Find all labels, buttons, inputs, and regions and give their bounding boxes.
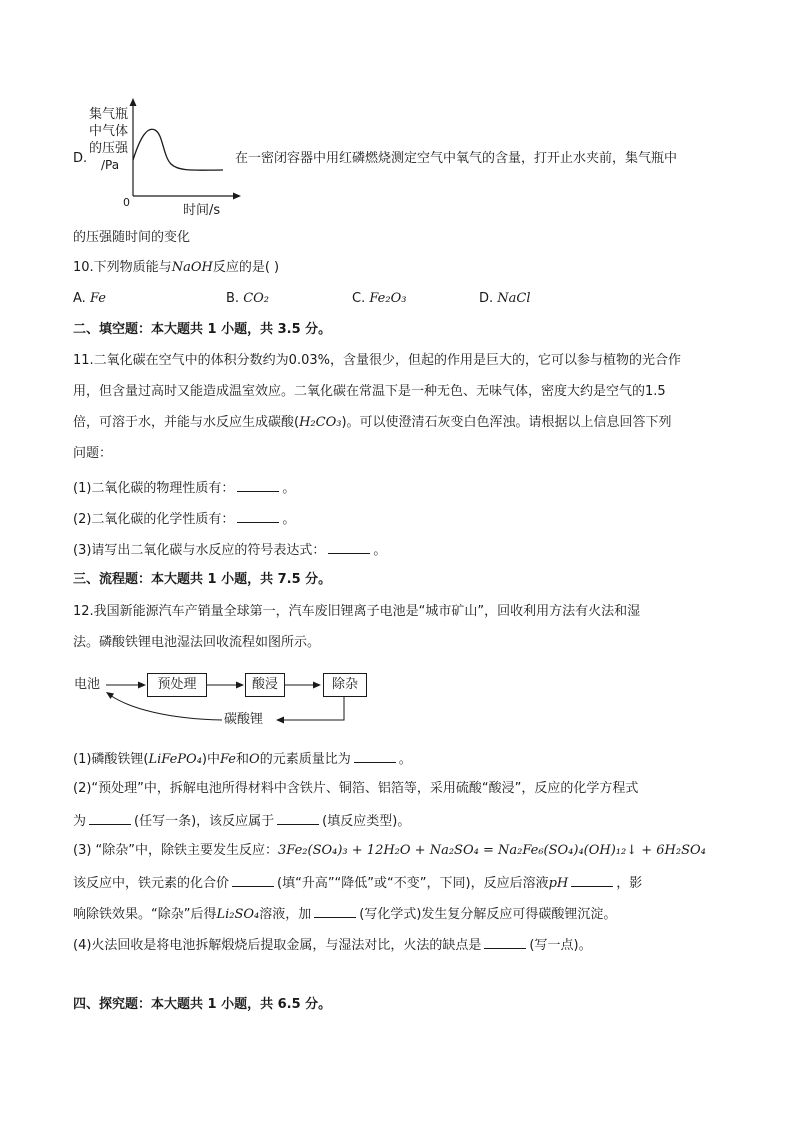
q10-option-b-letter: B. xyxy=(226,291,240,306)
q11-line-2: 用，但含量过高时又能造成温室效应。二氧化碳在常温下是一种无色、无味气体，密度大约是空气的1.5 xyxy=(73,384,666,399)
q12-li2so4-formula: Li₂SO₄ xyxy=(216,907,260,922)
q12-sub-4 xyxy=(73,935,592,955)
q11-line-1: 11.二氧化碳在空气中的体积分数约为0.03%，含量很少，但起的作用是巨大的，它可以参与植物的光合作 xyxy=(73,353,681,368)
q12-s3-l2-mid: (填“升高”“降低”或“不变”，下同)，反应后溶液 xyxy=(277,876,549,891)
graph-y-label-2: 中气体 xyxy=(89,124,129,139)
q12-o-symbol: O xyxy=(249,752,260,767)
q11-sub-2-blank[interactable] xyxy=(237,509,279,523)
q11-sub-3-text: (3)请写出二氧化碳与水反应的符号表达式： xyxy=(73,543,326,558)
q12-s3-l2-post: ，影 xyxy=(616,876,643,891)
q10-option-b xyxy=(226,290,269,308)
q12-s1-mid: )中 xyxy=(201,752,220,767)
q10-option-a-letter: A. xyxy=(73,291,86,306)
q12-s1-and: 和 xyxy=(236,752,250,767)
q11-sub-1-blank[interactable] xyxy=(237,478,279,492)
pressure-time-graph xyxy=(85,98,245,223)
q12-s4-post: (写一点)。 xyxy=(529,938,592,953)
flow-box-pretreatment: 预处理 xyxy=(147,673,207,697)
q12-sub-2-line-2 xyxy=(73,811,410,831)
q12-s2-pre: 为 xyxy=(73,814,87,829)
q12-s2-mid: (任写一条)，该反应属于 xyxy=(134,814,275,829)
q12-s4-pre: (4)火法回收是将电池拆解煅烧后提取金属，与湿法对比，火法的缺点是 xyxy=(73,938,482,953)
section-2-heading: 二、填空题：本大题共 1 小题，共 3.5 分。 xyxy=(73,322,332,337)
q12-lifepo4-formula: LiFePO₄ xyxy=(148,752,202,767)
q12-sub-3-line-3 xyxy=(73,904,616,924)
q11-line-3 xyxy=(73,414,672,432)
q10-option-c-letter: C. xyxy=(352,291,366,306)
q11-carbonic-acid-formula: H₂CO₃ xyxy=(299,415,342,430)
q12-sub-1 xyxy=(73,749,412,769)
option-d-letter: D. xyxy=(73,151,88,166)
q12-s3-blank-3[interactable] xyxy=(314,904,356,918)
q12-line-1: 12.我国新能源汽车产销量全球第一，汽车废旧锂离子电池是“城市矿山”，回收利用方法有火法和湿 xyxy=(73,604,641,619)
q11-line-3-pre: 倍，可溶于水，并能与水反应生成碳酸( xyxy=(73,415,300,430)
q12-line-2: 法。磷酸铁锂电池湿法回收流程如图所示。 xyxy=(73,635,321,650)
flow-product-lithium-carbonate: 碳酸锂 xyxy=(224,712,264,727)
section-3-heading: 三、流程题：本大题共 1 小题，共 7.5 分。 xyxy=(73,572,332,587)
section-4-heading: 四、探究题：本大题共 1 小题，共 6.5 分。 xyxy=(73,997,332,1012)
q11-line-3-post: )。可以使澄清石灰变白色浑浊。请根据以上信息回答下列 xyxy=(341,415,672,430)
flow-box-acid-leaching: 酸浸 xyxy=(245,673,285,697)
q10-option-d-letter: D. xyxy=(479,291,494,306)
q12-s3-l3-pre: 响除铁效果。“除杂”后得 xyxy=(73,907,217,922)
q12-s1-post: 的元素质量比为 xyxy=(259,752,351,767)
q11-sub-3 xyxy=(73,540,386,560)
q10-option-d xyxy=(479,290,531,308)
q10-option-a xyxy=(73,290,106,308)
q12-s1-pre: (1)磷酸铁锂( xyxy=(73,752,149,767)
q10-option-b-formula: CO₂ xyxy=(243,291,270,306)
q12-s3-blank-2[interactable] xyxy=(571,873,613,887)
option-d-text-2: 的压强随时间的变化 xyxy=(73,230,191,245)
graph-x-label: 时间/s xyxy=(183,203,221,218)
q10-stem xyxy=(73,259,279,277)
q10-stem-post: 反应的是( ) xyxy=(212,260,280,275)
q12-sub-3-line-2 xyxy=(73,873,642,893)
flow-diagram xyxy=(70,665,370,735)
graph-y-label-3: 的压强 xyxy=(89,141,129,156)
q10-stem-pre: 10.下列物质能与 xyxy=(73,260,172,275)
q12-s1-end: 。 xyxy=(398,752,412,767)
graph-y-label-1: 集气瓶 xyxy=(89,107,129,122)
q12-fe-symbol: Fe xyxy=(220,752,237,767)
q10-option-d-formula: NaCl xyxy=(497,291,531,306)
q11-sub-3-end: 。 xyxy=(373,543,387,558)
q10-option-a-formula: Fe xyxy=(89,291,106,306)
q12-s3-l3-mid: 溶液，加 xyxy=(259,907,312,922)
q11-sub-1-text: (1)二氧化碳的物理性质有： xyxy=(73,481,235,496)
q10-formula: NaOH xyxy=(171,260,213,275)
q12-s2-post: (填反应类型)。 xyxy=(322,814,411,829)
q12-s3-equation: 3Fe₂(SO₄)₃ + 12H₂O + Na₂SO₄ = Na₂Fe₆(SO₄)₄(OH)₁₂↓ + 6H₂SO₄ xyxy=(278,843,706,858)
flow-start-battery: 电池 xyxy=(74,677,101,692)
q11-sub-1-end: 。 xyxy=(282,481,296,496)
x-axis-arrow xyxy=(233,193,241,200)
graph-origin: 0 xyxy=(123,196,130,209)
q12-s2-blank-2[interactable] xyxy=(277,811,319,825)
q10-option-c-formula: Fe₂O₃ xyxy=(369,291,407,306)
q11-sub-2-text: (2)二氧化碳的化学性质有： xyxy=(73,512,235,527)
q12-ph-symbol: pH xyxy=(548,876,569,891)
q12-s3-l3-post: (写化学式)发生复分解反应可得碳酸锂沉淀。 xyxy=(359,907,617,922)
pressure-curve xyxy=(133,129,223,170)
q11-sub-2 xyxy=(73,509,295,529)
q12-sub-2-line-1: (2)“预处理”中，拆解电池所得材料中含铁片、铜箔、铝箔等，采用硫酸“酸浸”，反应的化学方程式 xyxy=(73,781,639,796)
flow-box-impurity-removal: 除杂 xyxy=(323,673,367,697)
q10-option-c xyxy=(352,290,406,308)
graph-y-label-4: /Pa xyxy=(101,158,120,172)
q11-line-4: 问题： xyxy=(73,446,113,461)
q11-sub-2-end: 。 xyxy=(282,512,296,527)
q11-sub-3-blank[interactable] xyxy=(328,540,370,554)
y-axis-arrow xyxy=(130,98,137,106)
q12-s1-blank[interactable] xyxy=(354,749,396,763)
q12-s4-blank[interactable] xyxy=(484,935,526,949)
q12-s2-blank-1[interactable] xyxy=(89,811,131,825)
q12-s3-blank-1[interactable] xyxy=(232,873,274,887)
q11-sub-1 xyxy=(73,478,295,498)
q12-sub-3-line-1 xyxy=(73,842,706,860)
q12-s3-pre: (3) “除杂”中，除铁主要发生反应： xyxy=(73,843,279,858)
q12-s3-l2-pre: 该反应中，铁元素的化合价 xyxy=(73,876,230,891)
option-d-text-1: 在一密闭容器中用红磷燃烧测定空气中氧气的含量，打开止水夹前，集气瓶中 xyxy=(235,151,678,166)
